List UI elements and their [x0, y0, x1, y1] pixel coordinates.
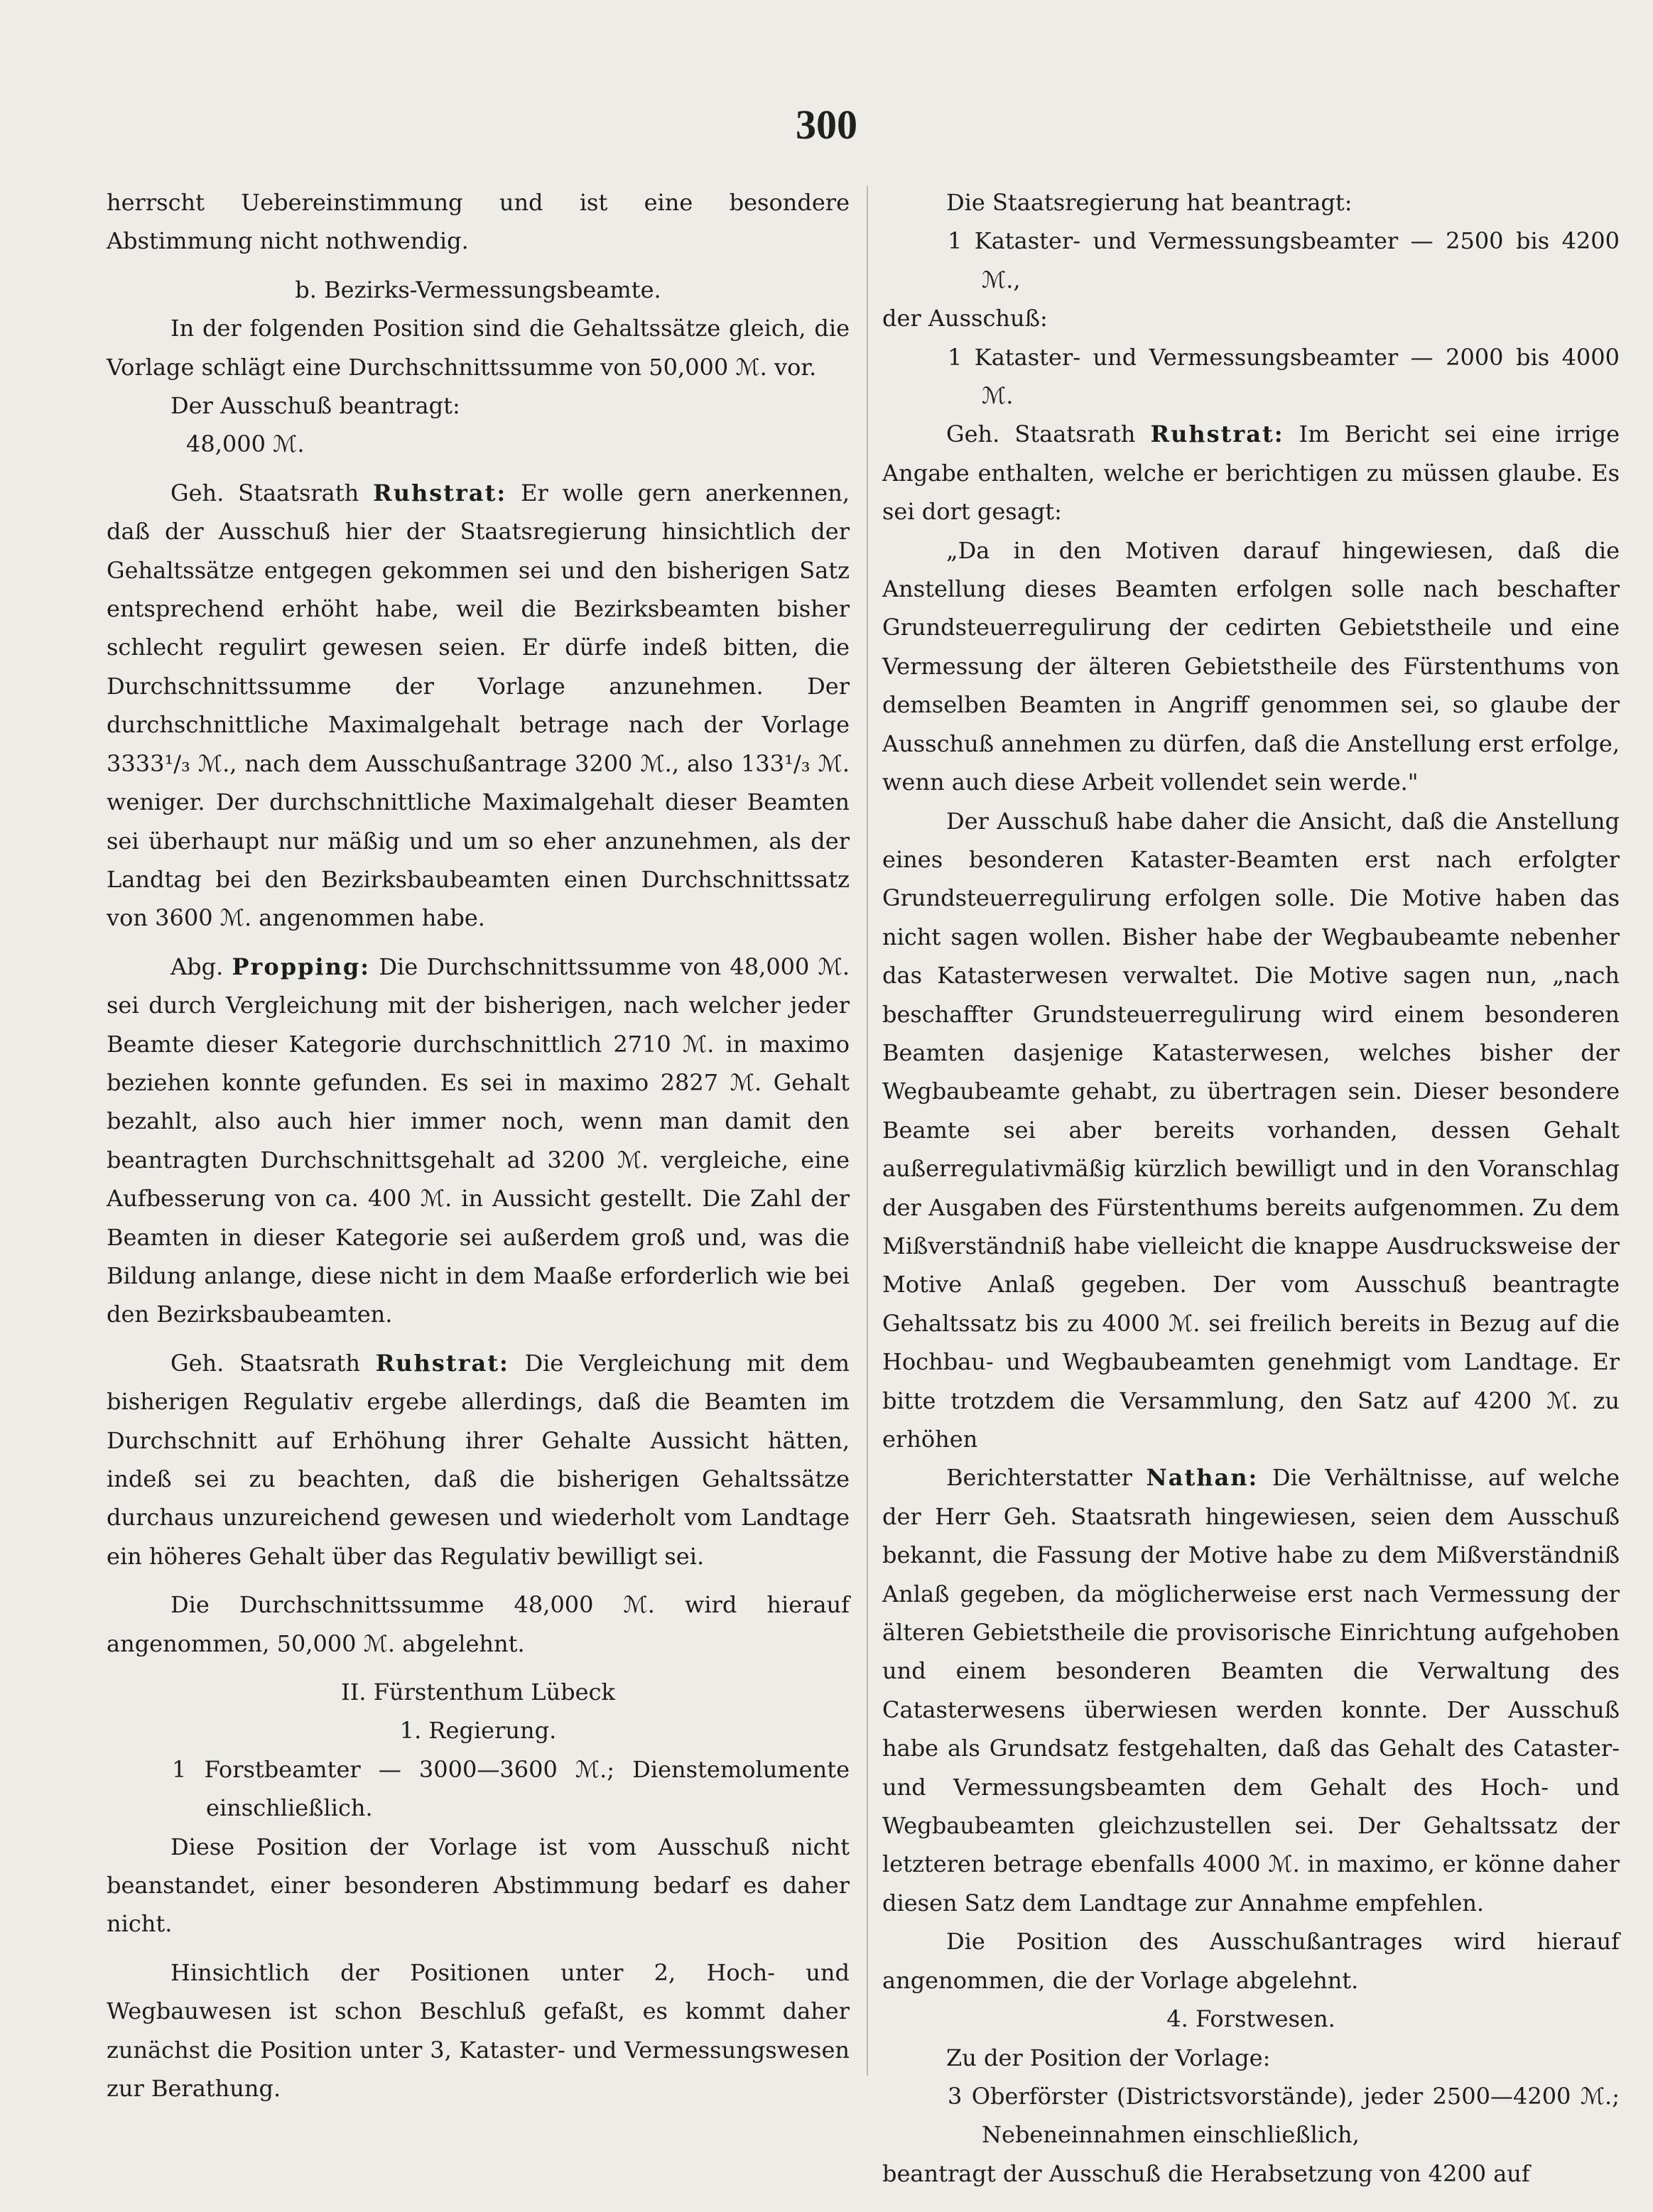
speaker-title: Geh. Staatsrath — [946, 421, 1136, 448]
speaker-title: Berichterstatter — [946, 1464, 1132, 1492]
position-line: 3 Oberförster (Districtsvorstände), jeder 2500—4200 ℳ.; Nebeneinnahmen einschließlich, — [948, 2082, 1620, 2149]
left-column — [107, 183, 850, 2169]
speech-text: Im Bericht sei eine irrige Angabe enthalten, welche er berichtigen zu müssen glaube. Es sei dort gesagt: — [882, 421, 1620, 526]
speech-text: Er wolle gern anerkennen, daß der Ausschuß hier der Staatsregierung hinsichtlich der Gehaltssätze entgegen gekommen sei und den bisherigen Satz entsprechend erhöht habe, weil die Bezirksbeamten bisher schlecht regulirt gewesen seien. Er dürfe indeß bitten, die Durchschnittssumme der Vorlage anzunehmen. Der durchschnittliche Maximalgehalt betrage nach der Vorlage 3333¹/₃ ℳ., nach dem Ausschußantrage 3200 ℳ., also 133¹/₃ ℳ. weniger. Der durchschnittliche Maximalgehalt dieser Beamten sei überhaupt nur mäßig und um so eher anzunehmen, als der Landtag bei den Bezirksbaubeamten einen Durchschnittssatz von 3600 ℳ. angenommen habe. — [107, 479, 850, 932]
paragraph: Die Position des Ausschußantrages wird hierauf angenommen, die der Vorlage abgelehnt. — [882, 1928, 1620, 1994]
speaker-name: Ruhstrat: — [373, 479, 507, 506]
paragraph: In der folgenden Position sind die Gehaltssätze gleich, die Vorlage schlägt eine Durchschnittssumme von 50,000 ℳ. vor. — [107, 315, 850, 381]
speech-text: Die Durchschnittssumme von 48,000 ℳ. sei durch Vergleichung mit der bisherigen, nach welcher jeder Beamte dieser Kategorie durchschnittlich 2710 ℳ. in maximo beziehen konnte gefunden. Es sei in maximo 2827 ℳ. Gehalt bezahlt, also auch hier immer noch, wenn man damit den beantragten Durchschnittsgehalt ad 3200 ℳ. vergleiche, eine Aufbesserung von ca. 400 ℳ. in Aussicht gestellt. Die Zahl der Beamten in dieser Kategorie sei außerdem groß und, was die Bildung anlange, diese nicht in dem Maaße erforderlich wie bei den Bezirksbaubeamten. — [107, 953, 850, 1328]
paragraph: beantragt der Ausschuß die Herabsetzung von 4200 auf — [882, 2159, 1530, 2187]
page-number: 300 — [796, 102, 857, 148]
paragraph: Hinsichtlich der Positionen unter 2, Hoch- und Wegbauwesen ist schon Beschluß gefaßt, es kommt daher zunächst die Position unter 3, Kataster- und Vermessungswesen zur Berathung. — [107, 1958, 850, 2103]
right-column — [882, 183, 1620, 2187]
paragraph: der Ausschuß: — [882, 305, 1048, 332]
position-line: 1 Forstbeamter — 3000—3600 ℳ.; Dienstemolumente einschließlich. — [172, 1755, 850, 1822]
speaker-name: Ruhstrat: — [1150, 421, 1284, 448]
section-heading: II. Fürstenthum Lübeck — [341, 1679, 615, 1706]
quotation: „Da in den Motiven darauf hingewiesen, daß die Anstellung dieses Beamten erfolgen solle nach beschafter Grundsteuerregulirung der cedirten Gebietstheile und eine Vermessung der älteren Gebietstheile des Fürstenthums von demselben Beamten in Angriff genommen sei, so glaube der Ausschuß annehmen zu dürfen, daß die Anstellung erst erfolge, wenn auch diese Arbeit vollendet sein werde." — [882, 536, 1620, 796]
speech-paragraph — [107, 948, 850, 1334]
paragraph: herrscht Uebereinstimmung und ist eine besondere Abstimmung nicht nothwendig. — [107, 189, 850, 255]
speech-paragraph — [107, 474, 850, 938]
section-heading: b. Bezirks-Vermessungsbeamte. — [295, 276, 661, 303]
speaker-title: Geh. Staatsrath — [170, 1349, 361, 1377]
speaker-name: Ruhstrat: — [375, 1349, 509, 1377]
paragraph: Die Durchschnittssumme 48,000 ℳ. wird hierauf angenommen, 50,000 ℳ. abgelehnt. — [107, 1591, 850, 1657]
paragraph: Der Ausschuß beantragt: — [170, 392, 460, 420]
position-line: 1 Kataster- und Vermessungsbeamter — 2000 bis 4000 ℳ. — [948, 343, 1620, 410]
column-divider — [867, 186, 868, 2076]
speech-text: Die Vergleichung mit dem bisherigen Regulativ ergebe allerdings, daß die Beamten im Durchschnitt auf Erhöhung ihrer Gehalte Aussicht hätten, indeß sei zu beachten, daß die bisherigen Gehaltssätze durchaus unzureichend gewesen und wiederholt vom Landtage ein höheres Gehalt über das Regulativ bewilligt sei. — [107, 1349, 850, 1570]
speech-text: Die Verhältnisse, auf welche der Herr Geh. Staatsrath hingewiesen, seien dem Ausschuß bekannt, die Fassung der Motive habe zu dem Mißverständniß Anlaß gegeben, da möglicherweise erst nach Vermessung der älteren Gebietstheile die provisorische Einrichtung aufgehoben und einem besonderen Beamten die Verwaltung des Catasterwesens überwiesen werden konnte. Der Ausschuß habe als Grundsatz festgehalten, daß das Gehalt des Cataster- und Vermessungsbeamten dem Gehalt des Hoch- und Wegbaubeamten gleichzustellen sei. Der Gehaltssatz der letzteren betrage ebenfalls 4000 ℳ. in maximo, er könne daher diesen Satz dem Landtage zur Annahme empfehlen. — [882, 1464, 1620, 1916]
paragraph: Zu der Position der Vorlage: — [946, 2044, 1271, 2071]
speech-paragraph — [882, 415, 1620, 531]
amount-line: 48,000 ℳ. — [186, 430, 305, 458]
speaker-title: Abg. — [170, 953, 224, 980]
paragraph: Die Staatsregierung hat beantragt: — [946, 189, 1353, 216]
paragraph: Der Ausschuß habe daher die Ansicht, daß die Anstellung eines besonderen Kataster-Beamten erst nach erfolgter Grundsteuerregulirung erfolgen solle. Die Motive haben das nicht sagen wollen. Bisher habe der Wegbaubeamte nebenher das Katasterwesen verwaltet. Die Motive sagen nun, „nach beschaffter Grundsteuerregulirung wird einem besonderen Beamten dasjenige Katasterwesen, welches bisher der Wegbaubeamte gehabt, zu übertragen sein. Dieser besondere Beamte sei aber bereits vorhanden, dessen Gehalt außerregulativmäßig kürzlich bewilligt und in den Voranschlag der Ausgaben des Fürstenthums bereits aufgenommen. Zu dem Mißverständniß habe vielleicht die knappe Ausdrucksweise der Motive Anlaß gegeben. Der vom Ausschuß beantragte Gehaltssatz bis zu 4000 ℳ. sei freilich bereits in Bezug auf die Hochbau- und Wegbaubeamten genehmigt vom Landtage. Er bitte trotzdem die Versammlung, den Satz auf 4200 ℳ. zu erhöhen — [882, 807, 1620, 1453]
speech-paragraph — [882, 1458, 1620, 1922]
speech-paragraph — [107, 1344, 850, 1576]
position-line: 1 Kataster- und Vermessungsbeamter — 2500 bis 4200 ℳ., — [948, 227, 1620, 293]
section-heading: 4. Forstwesen. — [1166, 2005, 1335, 2033]
speaker-name: Nathan: — [1146, 1464, 1259, 1492]
speaker-name: Propping: — [232, 953, 371, 980]
paragraph: Diese Position der Vorlage ist vom Ausschuß nicht beanstandet, einer besonderen Abstimmung bedarf es daher nicht. — [107, 1833, 850, 1938]
speaker-title: Geh. Staatsrath — [170, 479, 359, 506]
section-subheading: 1. Regierung. — [399, 1717, 557, 1745]
